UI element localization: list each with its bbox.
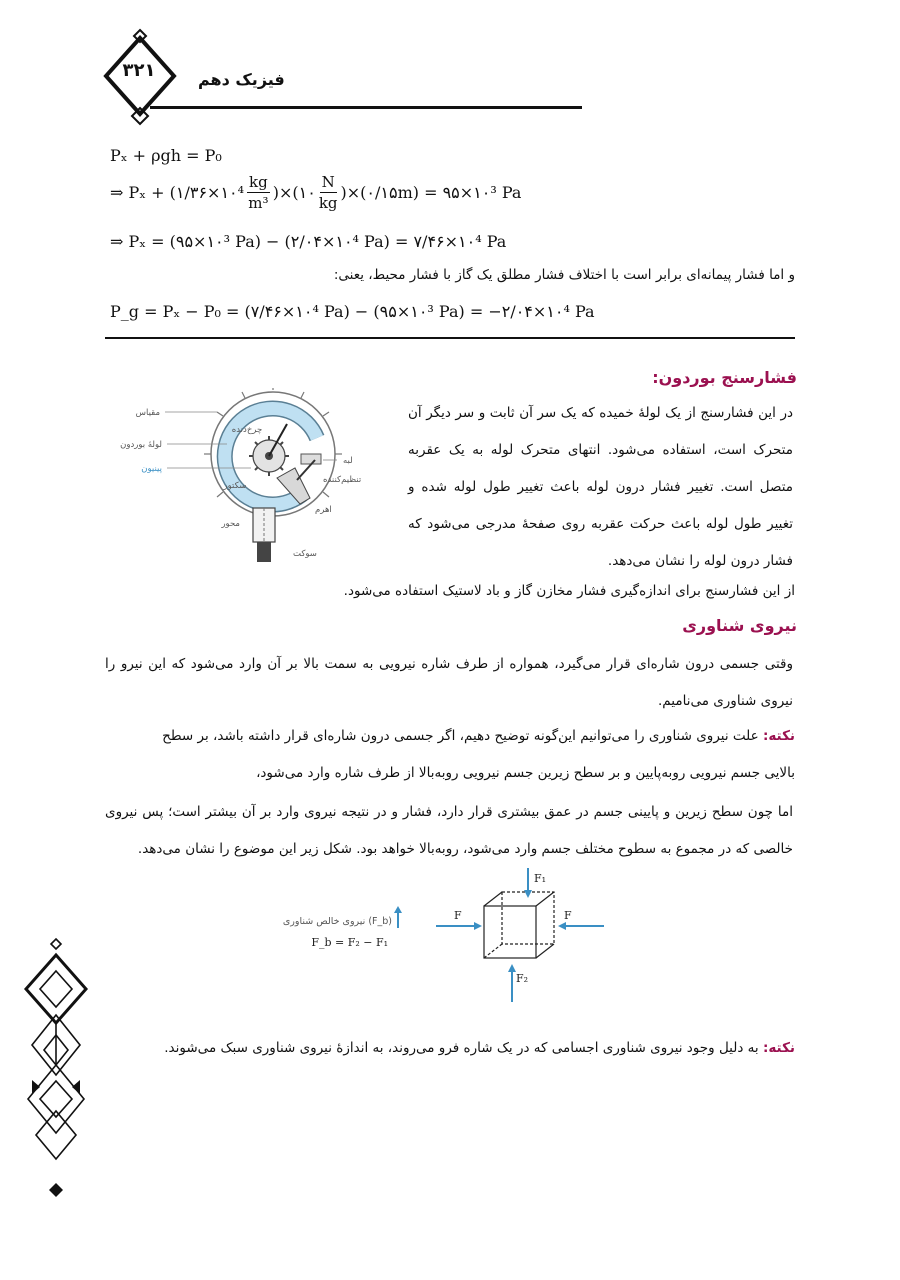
fraction-denominator: m³ bbox=[248, 194, 269, 212]
note-label: نکته: bbox=[762, 1040, 795, 1056]
label-end: لبه bbox=[343, 456, 353, 466]
label-pinion: پینیون bbox=[141, 464, 162, 474]
force-left-arrow-icon bbox=[558, 922, 566, 930]
equation-2-start: ⇒ Pₓ + (۱/۳۶×۱۰⁴ bbox=[110, 183, 245, 202]
equation-3: ⇒ Pₓ = (۹۵×۱۰³ Pa) − (۲/۰۴×۱۰⁴ Pa) = ۷/۴۶×۱۰⁴ Pa bbox=[110, 232, 507, 251]
fraction-numerator: N bbox=[321, 173, 335, 191]
bourdon-gauge-figure bbox=[105, 388, 390, 573]
force-down-arrow-icon bbox=[524, 890, 532, 898]
net-force-label: نیروی خالص شناوری (F_b) bbox=[282, 916, 392, 927]
section-divider bbox=[105, 337, 795, 339]
buoyancy-formula: F_b = F₂ − F₁ bbox=[311, 936, 388, 949]
force-f1-label: F₁ bbox=[534, 872, 547, 885]
label-sector: سکتور bbox=[223, 481, 247, 491]
label-lever: اهرم bbox=[315, 505, 332, 515]
note-label: نکته: bbox=[762, 728, 795, 744]
force-right-arrow-icon bbox=[474, 922, 482, 930]
fraction-numerator: kg bbox=[249, 173, 268, 191]
equation-2-end: )×(۰/۱۵m) = ۹۵×۱۰³ Pa bbox=[340, 183, 522, 202]
bourdon-usage: از این فشارسنج برای اندازه‌گیری فشار مخازن گاز و باد لاستیک استفاده می‌شود. bbox=[343, 583, 795, 599]
buoyancy-heading: نیروی شناوری bbox=[682, 616, 797, 635]
equation-1: Pₓ + ρgh = P₀ bbox=[110, 146, 222, 165]
force-left-label: F bbox=[454, 909, 462, 922]
buoyancy-explanation: اما چون سطح زیرین و پایینی جسم در عمق بیشتری قرار دارد، فشار و در نتیجه نیروی وارد بر آن بیشتر است؛ پس نیروی خالصی که در مجموع به سطوح مختلف جسم وارد می‌شود، روبه‌بالا خواهد بود. شکل زیر این موضوع را نشان می‌دهد. bbox=[105, 804, 793, 857]
equation-4: P_g = Pₓ − P₀ = (۷/۴۶×۱۰⁴ Pa) − (۹۵×۱۰³ Pa) = −۲/۰۴×۱۰⁴ Pa bbox=[110, 302, 595, 321]
force-right-label: F bbox=[564, 909, 572, 922]
header-divider bbox=[150, 106, 582, 109]
note-1-line-2: بالایی جسم نیرویی روبه‌پایین و بر سطح زیرین جسم نیرویی روبه‌بالا از طرف شاره وارد می‌شود، bbox=[256, 765, 795, 781]
socket-thread bbox=[257, 542, 271, 562]
buoyancy-figure bbox=[270, 866, 610, 1006]
label-socket: سوکت bbox=[293, 549, 317, 559]
page-title: فیزیک دهم bbox=[198, 70, 285, 89]
bourdon-paragraph: در این فشارسنج از یک لولهٔ خمیده که یک سر آن ثابت و سر دیگر آن متحرک است، استفاده می‌شود. انتهای متحرک لوله به یک عقربه متصل است. تغییر فشار درون لوله باعث تغییر طول لوله شده و تغییر طول لوله باعث حرکت عقربه روی صفحهٔ مدرجی می‌شود که فشار درون لوله را نشان می‌دهد. bbox=[408, 405, 793, 569]
note-2 bbox=[164, 1040, 795, 1056]
note-2-text: به دلیل وجود نیروی شناوری اجسامی که در یک شاره فرو می‌روند، به اندازهٔ نیروی شناوری سبک می‌شوند. bbox=[164, 1040, 759, 1056]
page-number: ۳۲۱ bbox=[122, 60, 156, 81]
note-1-line-1 bbox=[162, 728, 795, 744]
label-pivot: محور bbox=[221, 519, 240, 529]
force-up-arrow-icon bbox=[508, 964, 516, 972]
note-1-text: علت نیروی شناوری را می‌توانیم این‌گونه توضیح دهیم، اگر جسمی درون شاره‌ای قرار داشته باشد، بر سطح bbox=[162, 728, 759, 744]
force-f2-label: F₂ bbox=[516, 972, 529, 985]
fraction-kg-m3 bbox=[247, 172, 270, 213]
cube bbox=[484, 892, 554, 958]
label-gear: چرخ‌دنده bbox=[231, 425, 263, 435]
label-tube: لولهٔ بوردون bbox=[120, 440, 162, 450]
buoyancy-paragraph: وقتی جسمی درون شاره‌ای قرار می‌گیرد، همواره از طرف شاره نیرویی به سمت بالا بر آن وارد می‌شود که این نیرو را نیروی شناوری می‌نامیم. bbox=[105, 656, 793, 709]
gauge-pressure-text: و اما فشار پیمانه‌ای برابر است با اختلاف فشار مطلق یک گاز با فشار محیط، یعنی: bbox=[333, 267, 795, 283]
decorative-ornament bbox=[18, 935, 94, 1200]
equation-2 bbox=[110, 172, 521, 213]
label-scale: مقیاس bbox=[135, 408, 160, 418]
fraction-denominator: kg bbox=[318, 194, 338, 212]
bourdon-heading: فشارسنج بوردون: bbox=[652, 368, 797, 387]
label-adjust: تنظیم‌کننده bbox=[323, 475, 362, 485]
fraction-n-kg bbox=[319, 172, 338, 213]
equation-2-mid: )×(۱۰ bbox=[272, 183, 316, 202]
